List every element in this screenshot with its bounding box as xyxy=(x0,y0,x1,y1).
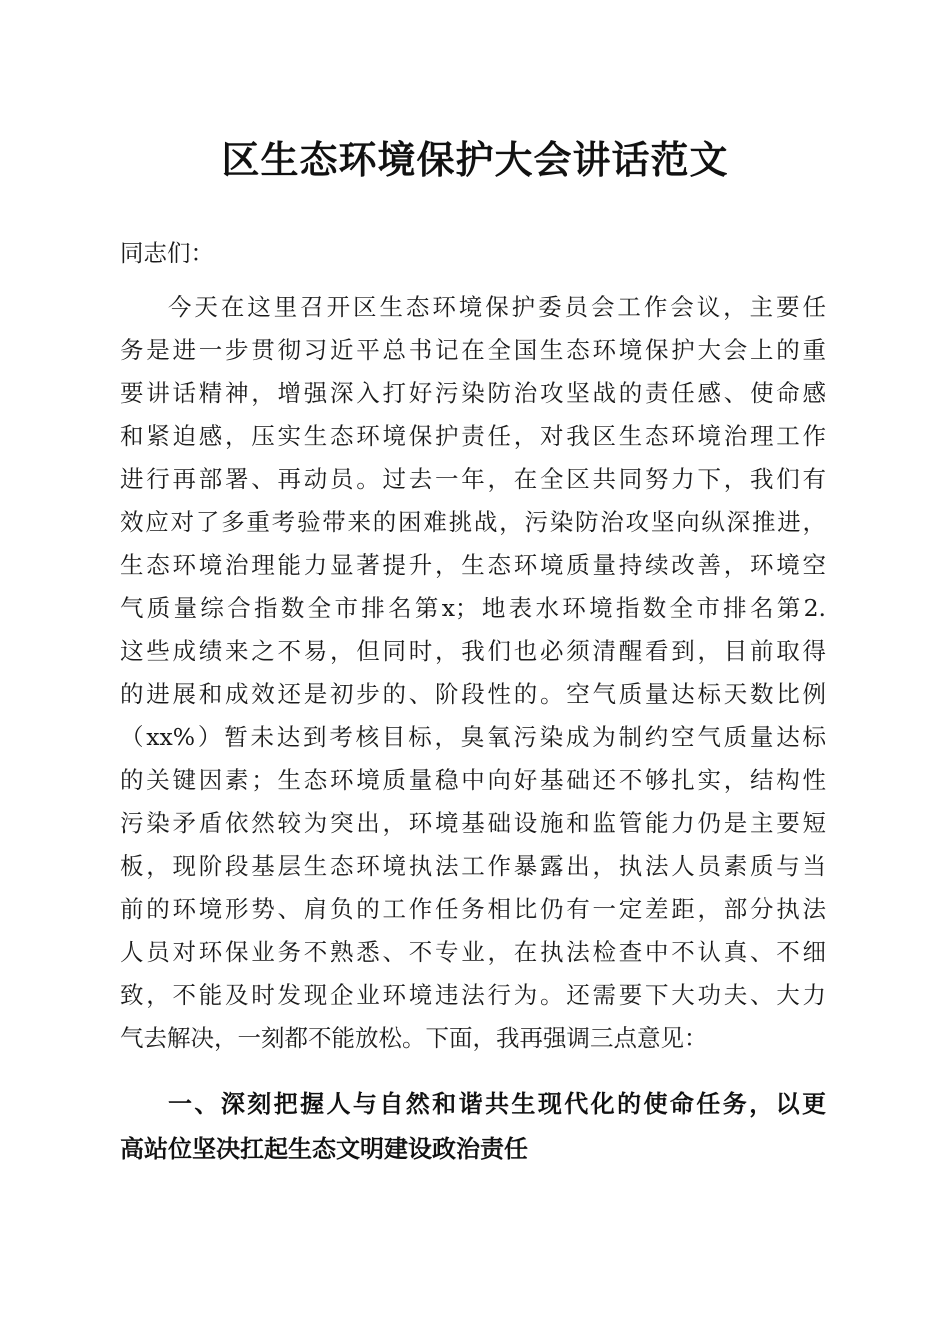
paragraph-line: 前的环境形势、肩负的工作任务相比仍有一定差距，部分执法 xyxy=(120,895,826,923)
paragraph-line: （xx%）暂未达到考核目标，臭氧污染成为制约空气质量达标 xyxy=(120,723,826,751)
paragraph-line: 气质量综合指数全市排名第x；地表水环境指数全市排名第2. xyxy=(120,594,826,622)
paragraph-line: 务是进一步贯彻习近平总书记在全国生态环境保护大会上的重 xyxy=(120,336,826,364)
document-title: 区生态环境保护大会讲话范文 xyxy=(221,137,729,182)
paragraph-line: 人员对环保业务不熟悉、不专业，在执法检查中不认真、不细 xyxy=(120,938,826,966)
paragraph-line: 的关键因素；生态环境质量稳中向好基础还不够扎实，结构性 xyxy=(120,766,826,794)
section-heading-line: 高站位坚决扛起生态文明建设政治责任 xyxy=(120,1135,528,1163)
document-body xyxy=(120,232,826,1060)
paragraph-line: 生态环境治理能力显著提升，生态环境质量持续改善，环境空 xyxy=(120,551,826,579)
paragraph-line: 这些成绩来之不易，但同时，我们也必须清醒看到，目前取得 xyxy=(120,637,826,665)
paragraph-line: 今天在这里召开区生态环境保护委员会工作会议，主要任 xyxy=(168,293,826,321)
paragraph-line: 污染矛盾依然较为突出，环境基础设施和监管能力仍是主要短 xyxy=(120,809,826,837)
paragraph-line: 致，不能及时发现企业环境违法行为。还需要下大功夫、大力 xyxy=(120,981,826,1009)
salutation: 同志们： xyxy=(120,239,214,267)
section-heading xyxy=(120,1082,826,1172)
section-heading-line: 一、深刻把握人与自然和谐共生现代化的使命任务，以更 xyxy=(168,1090,826,1118)
paragraph-line: 进行再部署、再动员。过去一年，在全区共同努力下，我们有 xyxy=(120,465,826,493)
intro-paragraph xyxy=(120,286,826,1060)
paragraph-line: 气去解决，一刻都不能放松。下面，我再强调三点意见： xyxy=(120,1024,708,1052)
paragraph-line: 效应对了多重考验带来的困难挑战，污染防治攻坚向纵深推进， xyxy=(120,508,826,536)
paragraph-line: 要讲话精神，增强深入打好污染防治攻坚战的责任感、使命感 xyxy=(120,379,826,407)
paragraph-line: 板，现阶段基层生态环境执法工作暴露出，执法人员素质与当 xyxy=(120,852,826,880)
paragraph-line: 的进展和成效还是初步的、阶段性的。空气质量达标天数比例 xyxy=(120,680,826,708)
paragraph-line: 和紧迫感，压实生态环境保护责任，对我区生态环境治理工作 xyxy=(120,422,826,450)
